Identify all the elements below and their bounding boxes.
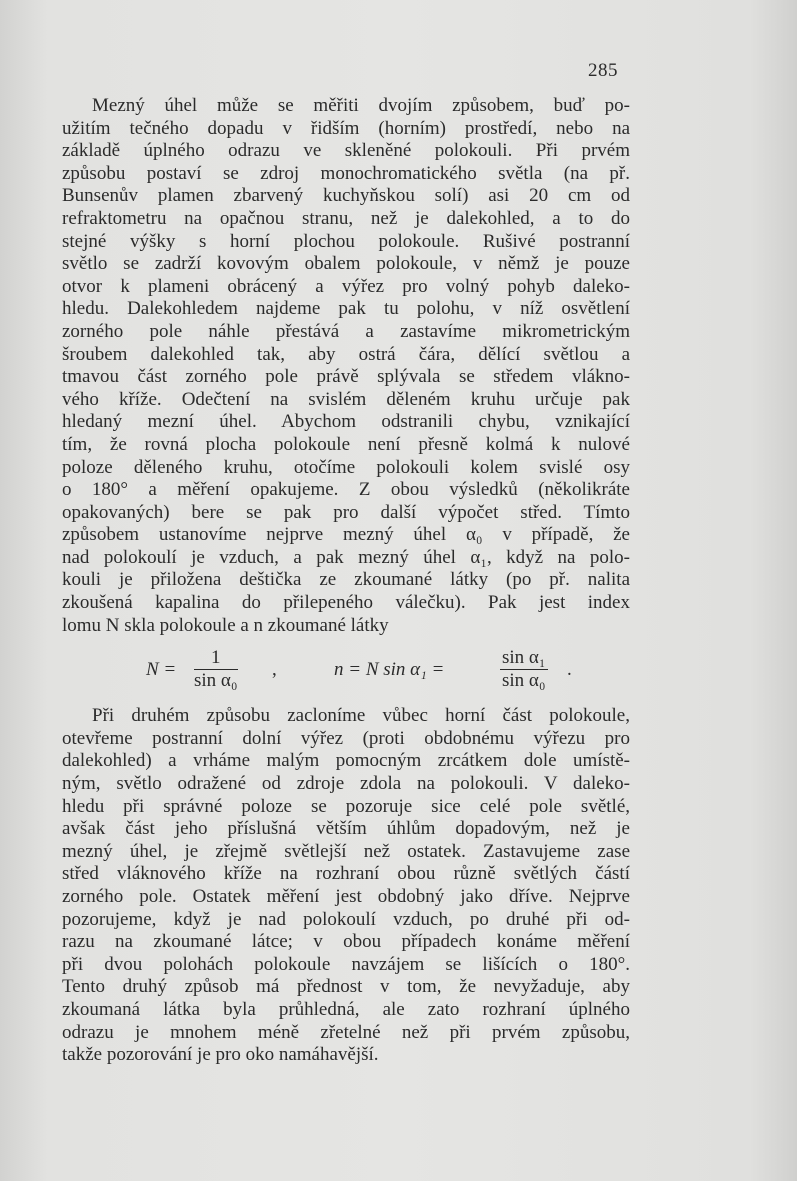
text-line: otevřeme postranní dolní výřez (proti obdobnému výřezu pro [62,727,630,749]
text-line: dalekohled) a vrháme malým pomocným zrcátkem dole umístě- [62,750,630,772]
text-line: ným, světlo odražené od zdroje zdola na polokouli. V daleko- [62,773,630,795]
text-line: nad polokoulí je vzduch, a pak mezný úhel α₁, když na polo- [62,546,630,568]
formula-lhs-n: n = N sin α₁ = [334,659,445,681]
text-line: o 180° a měření opakujeme. Z obou výsledků (několikráte [62,479,630,501]
formula-comma: , [272,659,277,681]
text-line: tmavou část zorného pole právě splývala se středem vlákno- [62,366,630,388]
fraction-2-denominator: sin α₀ [502,670,546,692]
text-line: užitím tečného dopadu v řidším (horním) prostředí, nebo na [62,117,630,139]
text-line: zkoumaná látka byla průhledná, ale zato rozhraní úplného [62,998,630,1020]
text-line: hledu. Dalekohledem najdeme pak tu polohu, v níž osvětlení [62,298,630,320]
text-line: kouli je přiložena deštička ze zkoumané látky (po př. nalita [62,569,630,591]
formula-period: . [567,659,572,681]
text-line: vého kříže. Odečtení na svislém děleném kruhu určuje pak [62,388,630,410]
text-line: otvor k plameni obrácený a výřez pro volný pohyb daleko- [62,275,630,297]
formula-fraction-2 [500,647,548,692]
paragraph-1 [62,95,630,637]
text-line: způsobu postaví se zdroj monochromatického světla (na př. [62,162,630,184]
text-line: zkoušená kapalina do přilepeného válečku). Pak jest index [62,592,630,614]
text-line: avšak část jeho příslušná větším úhlům dopadovým, než je [62,818,630,840]
text-line: hledu při správné poloze se pozoruje sice celé pole světlé, [62,795,630,817]
text-line: zorného pole. Ostatek měření jest obdobný jako dříve. Nejprve [62,886,630,907]
fraction-1-numerator: 1 [194,647,238,670]
text-line: odrazu je mnohem méně zřetelné než při prvém způsobu, [62,1021,630,1043]
text-line: zorného pole náhle přestává a zastavíme mikrometrickým [62,320,630,342]
formula-lhs-N: N = [146,659,177,681]
text-line: Při druhém způsobu zacloníme vůbec horní část polokoule, [92,705,630,727]
text-line: razu na zkoumané látce; v obou případech konáme měření [62,931,630,953]
text-line: refraktometru na opačnou stranu, než je dalekohled, a to do [62,207,630,229]
text-line: při dvou polohách polokoule navzájem se lišících o 180°. [62,953,630,975]
fraction-1-denominator: sin α₀ [194,670,238,692]
page-number: 285 [588,60,618,81]
text-line: pozorujeme, když je nad polokoulí vzduch, po druhé při od- [62,908,630,930]
text-line: Tento druhý způsob má přednost v tom, že nevyžaduje, aby [62,976,630,998]
text-line: tím, že rovná plocha polokoule není přesně kolmá k nulové [62,433,630,455]
fraction-2-numerator: sin α₁ [502,647,546,669]
paragraph-2 [62,705,630,1067]
text-line: opakovaných) bere se pak pro další výpočet střed. Tímto [62,501,630,523]
text-line: Mezný úhel může se měřiti dvojím způsobem, buď po- [92,95,630,116]
text-line: světlo se zadrží kovovým obalem polokoule, v němž je pouze [62,253,630,275]
text-line: šroubem dalekohled tak, aby ostrá čára, dělící světlou a [62,343,630,365]
body-text [62,95,630,1067]
text-line: způsobem ustanovíme nejprve mezný úhel α₀ v případě, že [62,524,630,546]
text-line: poloze děleného kruhu, otočíme polokouli kolem svislé osy [62,456,630,478]
text-line: lomu N skla polokoule a n zkoumané látky [62,614,389,636]
text-line: Bunsenův plamen zbarvený kuchyňskou solí) asi 20 cm od [62,185,630,207]
text-line: hledaný mezní úhel. Abychom odstranili chybu, vznikající [62,411,630,433]
text-line: mezný úhel, je zřejmě světlejší než ostatek. Zastavujeme zase [62,840,630,862]
text-line: základě úplného odrazu ve skleněné polokouli. Při prvém [62,140,630,162]
formula-fraction-1 [194,647,238,692]
text-line: takže pozorování je pro oko namáhavější. [62,1044,379,1066]
text-line: střed vláknového kříže na rozhraní obou různě světlých částí [62,863,630,885]
text-line: stejné výšky s horní plochou polokoule. Rušivé postranní [62,230,630,252]
refractive-index-formula [62,639,630,701]
